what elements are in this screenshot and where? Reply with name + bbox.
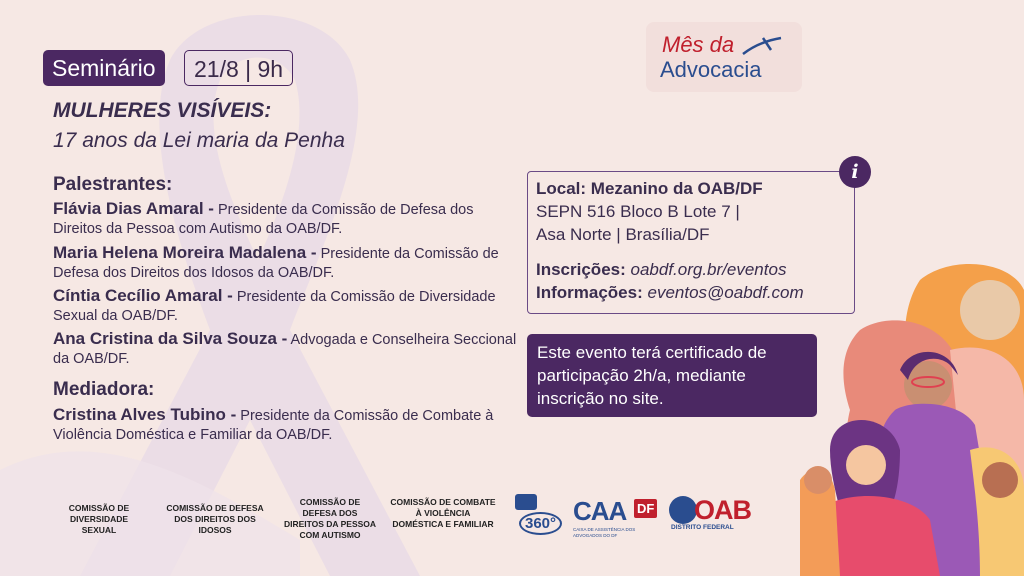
caa-df-badge: DF (634, 499, 657, 518)
event-title: MULHERES VISÍVEIS: (53, 99, 272, 122)
speaker-role: Advogada e Conselheira Seccional da OAB/DF. (53, 332, 517, 367)
event-address-line2: Asa Norte | Brasília/DF (536, 225, 710, 244)
moderator-heading: Mediadora: (53, 379, 155, 400)
event-location: Local: Mezanino da OAB/DF (536, 179, 763, 198)
moderator-name: Cristina Alves Tubino - (53, 405, 237, 424)
certificate-notice: Este evento terá certificado de participação 2h/a, mediante inscrição no site. (527, 334, 817, 417)
oab-label: OAB (694, 495, 751, 525)
registration-label: Inscrições: (536, 260, 626, 279)
caa-label: CAA (573, 496, 627, 526)
event-type-badge: Seminário (43, 50, 165, 86)
speaker-name: Maria Helena Moreira Madalena - (53, 243, 317, 262)
committee-logo-diversidade: COMISSÃO DE DIVERSIDADE SEXUAL (68, 503, 130, 535)
oab-df-logo (669, 496, 753, 540)
contact-email-link[interactable]: eventos@oabdf.com (647, 283, 804, 302)
moderator-role: Presidente da Comissão de Combate à Violência Doméstica e Familiar da OAB/DF. (53, 408, 494, 443)
committee-logo-autismo: COMISSÃO DE DEFESA DOS DIREITOS DA PESSOA COM AUTISMO (283, 497, 377, 540)
women-illustration (800, 250, 1024, 576)
oab-360-label: 360° (519, 512, 562, 535)
speaker-item (53, 199, 523, 239)
oab-360-logo (513, 494, 559, 538)
committee-logo-violencia: COMISSÃO DE COMBATE À VIOLÊNCIA DOMÉSTICA E FAMILIAR (390, 497, 496, 529)
event-date-badge: 21/8 | 9h (184, 50, 293, 86)
brand-line2: Advocacia (660, 57, 762, 82)
caa-df-logo (573, 496, 663, 540)
caa-subtitle: CAIXA DE ASSISTÊNCIA DOS ADVOGADOS DO DF (573, 527, 636, 538)
committee-logo-idosos: COMISSÃO DE DEFESA DOS DIREITOS DOS IDOSOS (166, 503, 264, 535)
speaker-item (53, 286, 523, 326)
info-icon: i (839, 156, 871, 188)
speaker-name: Ana Cristina da Silva Souza - (53, 329, 288, 348)
brand-line1: Mês da (662, 32, 735, 57)
globe-icon (669, 496, 697, 524)
moderator-item (53, 405, 523, 445)
speaker-role: Presidente da Comissão de Defesa dos Direitos da Pessoa com Autismo da OAB/DF. (53, 202, 474, 237)
event-subtitle: 17 anos da Lei maria da Penha (53, 129, 345, 152)
speakers-heading: Palestrantes: (53, 174, 173, 195)
registration-link[interactable]: oabdf.org.br/eventos (630, 260, 787, 279)
speaker-name: Cíntia Cecílio Amaral - (53, 286, 233, 305)
speaker-item (53, 243, 523, 283)
speaker-name: Flávia Dias Amaral - (53, 199, 214, 218)
oab-subtitle: DISTRITO FEDERAL (671, 524, 734, 531)
speaker-role: Presidente da Comissão de Defesa dos Direitos dos Idosos da OAB/DF. (53, 246, 499, 281)
contact-label: Informações: (536, 283, 643, 302)
swoosh-icon (741, 36, 783, 58)
speaker-role: Presidente da Comissão de Diversidade Sexual da OAB/DF. (53, 289, 496, 324)
event-address-line1: SEPN 516 Bloco B Lote 7 | (536, 202, 740, 221)
mes-da-advocacia-logo (646, 22, 802, 92)
speaker-item (53, 329, 523, 369)
